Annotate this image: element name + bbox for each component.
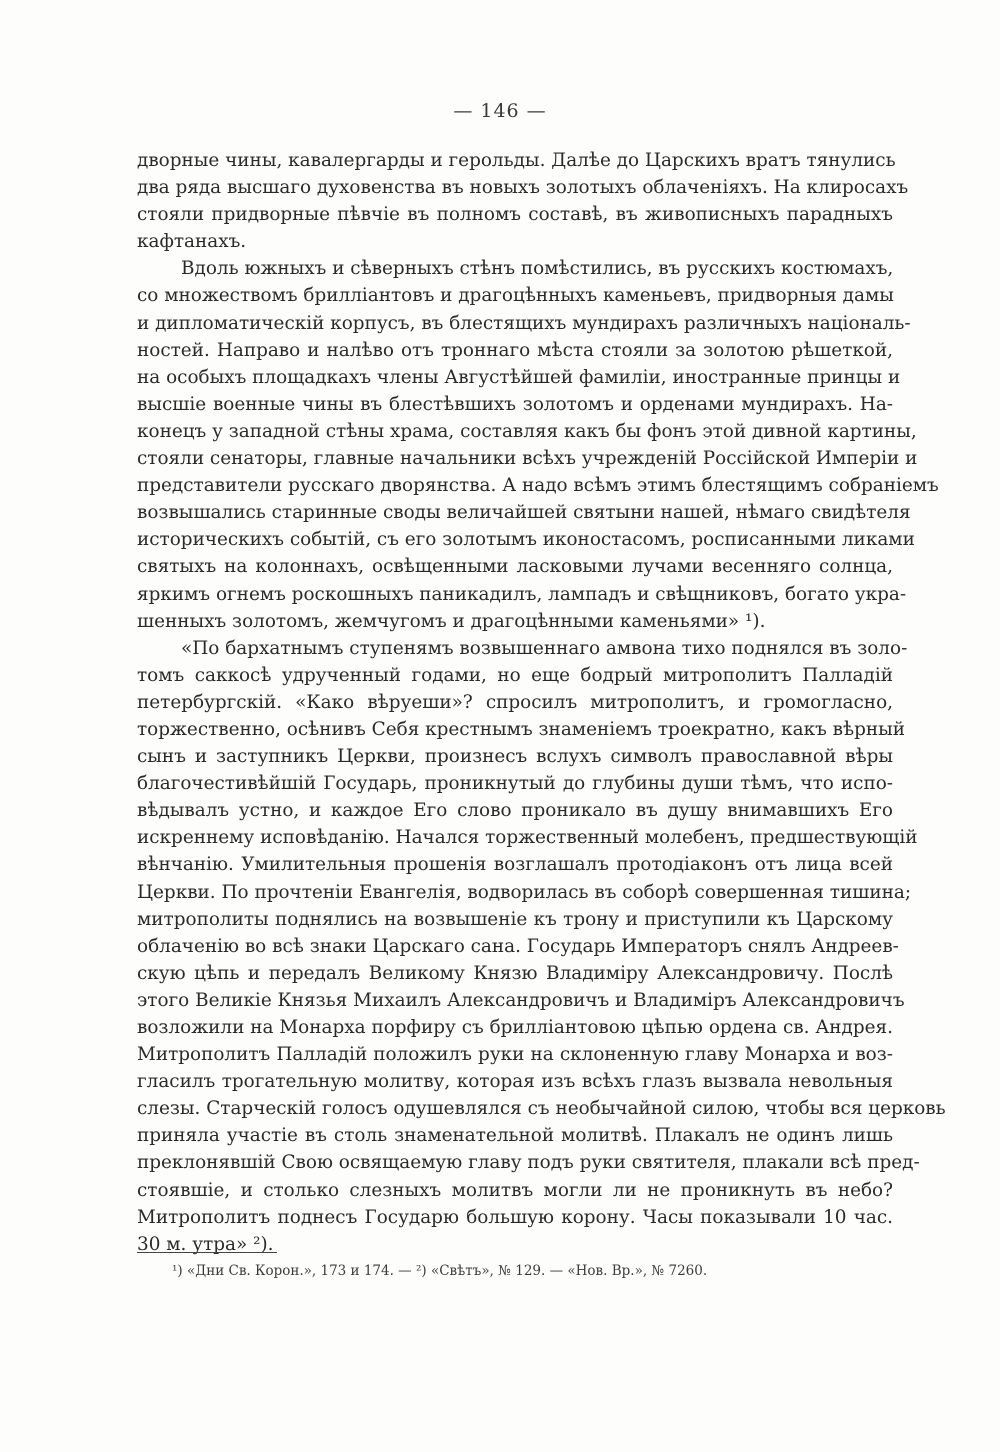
- text-line: стояли сенаторы, главные начальники всѣхъ учрежденій Россійской Имперіи и: [137, 448, 918, 470]
- text-line: митрополиты поднялись на возвышеніе къ трону и приступили къ Царскому: [137, 908, 893, 930]
- text-line: святыхъ на колоннахъ, освѣщенными ласковыми лучами весенняго солнца,: [137, 556, 893, 578]
- text-line: представители русскаго дворянства. А надо всѣмъ этимъ блестящимъ собраніемъ: [137, 475, 939, 497]
- paragraph-start-line: «По бархатнымъ ступенямъ возвышеннаго амвона тихо поднялся въ золо-: [181, 637, 908, 659]
- text-line: кафтанахъ.: [137, 231, 247, 253]
- text-line: стоявшіе, и столько слезныхъ молитвъ могли ли не проникнуть въ небо?: [137, 1179, 893, 1201]
- text-line: и дипломатическій корпусъ, въ блестящихъ мундирахъ различныхъ національ-: [137, 312, 911, 334]
- text-line: облаченію во всѣ знаки Царскаго сана. Государь Императоръ снялъ Андреев-: [137, 935, 899, 957]
- text-line: скую цѣпь и передалъ Великому Князю Владиміру Александровичу. Послѣ: [137, 962, 893, 984]
- text-line: со множествомъ бриллiантовъ и драгоцѣнныхъ каменьевъ, придворныя дамы: [137, 285, 894, 307]
- page-number: — 146 —: [453, 100, 547, 122]
- text-line: конецъ у западной стѣны храма, составляя какъ бы фонъ этой дивной картины,: [137, 420, 917, 442]
- text-line: вѣнчанію. Умилительныя прошенія возглашалъ протодіаконъ отъ лица всей: [137, 854, 893, 876]
- text-line: приняла участіе въ столь знаменательной молитвѣ. Плакалъ не одинъ лишь: [137, 1125, 893, 1147]
- text-line: шенныхъ золотомъ, жемчугомъ и драгоцѣнными каменьями» ¹).: [137, 610, 766, 632]
- text-line: высшіе военные чины въ блестѣвшихъ золотомъ и орденами мундирахъ. На-: [137, 393, 893, 415]
- text-line: сынъ и заступникъ Церкви, произнесъ вслухъ символъ православной вѣры: [137, 746, 893, 768]
- text-line: на особыхъ площадкахъ члены Августѣйшей фамиліи, иностранные принцы и: [137, 366, 901, 388]
- text-line: этого Великіе Князья Михаилъ Александровичъ и Владиміръ Александровичъ: [137, 989, 905, 1011]
- text-line: два ряда высшаго духовенства въ новыхъ золотыхъ облаченіяхъ. На клиросахъ: [137, 177, 909, 199]
- paragraph-start-line: Вдоль южныхъ и сѣверныхъ стѣнъ помѣстились, въ русскихъ костюмахъ,: [181, 258, 894, 280]
- text-line: возложили на Монарха порфиру съ бриллiантовою цѣпью ордена св. Андрея.: [137, 1017, 893, 1038]
- text-line: петербургскій. «Како вѣруеши»? спросилъ митрополитъ, и громогласно,: [137, 691, 893, 713]
- text-line: гласилъ трогательную молитву, которая изъ всѣхъ глазъ вызвала невольныя: [137, 1071, 893, 1093]
- text-line: искреннему исповѣданію. Начался торжественный молебенъ, предшествующій: [137, 827, 918, 849]
- text-line: слезы. Старческій голосъ одушевлялся съ необычайной силою, чтобы вся церковь: [137, 1098, 946, 1120]
- text-line: торжественно, осѣнивъ Себя крестнымъ знаменіемъ троекратно, какъ вѣрный: [137, 718, 906, 740]
- text-line: 30 м. утра» ²).: [137, 1233, 274, 1255]
- text-line: благочестивѣйшій Государь, проникнутый до глубины души тѣмъ, что испо-: [137, 773, 893, 795]
- text-line: яркимъ огнемъ роскошныхъ паникадилъ, лампадъ и свѣщниковъ, богато укра-: [137, 583, 907, 605]
- text-line: историческихъ событій, съ его золотымъ иконостасомъ, росписанными ликами: [137, 529, 915, 551]
- footnote-divider: [137, 1252, 277, 1253]
- text-line: ностей. Направо и налѣво отъ троннаго мѣста стояли за золотою рѣшеткой,: [137, 339, 893, 361]
- text-line: Митрополитъ Палладій положилъ руки на склоненную главу Монарха и воз-: [137, 1044, 893, 1066]
- text-line: томъ саккосѣ удрученный годами, но еще бодрый митрополитъ Палладій: [137, 664, 893, 686]
- text-line: стояли придворные пѣвчіе въ полномъ составѣ, въ живописныхъ парадныхъ: [137, 204, 893, 226]
- text-line: дворные чины, кавалергарды и герольды. Далѣе до Царскихъ вратъ тянулись: [137, 150, 896, 171]
- text-line: возвышались старинные своды величайшей святыни нашей, нѣмаго свидѣтеля: [137, 502, 911, 524]
- text-line: Церкви. По прочтеніи Евангелія, водворилась въ соборѣ совершенная тишина;: [137, 881, 912, 903]
- body-text: [137, 147, 946, 1258]
- footnote: ¹) «Дни Св. Корон.», 173 и 174. — ²) «Свѣтъ», № 129. — «Нов. Вр.», № 7260.: [172, 1263, 708, 1279]
- text-line: вѣдывалъ устно, и каждое Его слово проникало въ душу внимавшихъ Его: [137, 800, 893, 822]
- text-line: преклонявшій Свою освящаемую главу подъ руки святителя, плакали всѣ пред-: [137, 1152, 920, 1174]
- text-line: Митрополитъ поднесъ Государю большую корону. Часы показывали 10 час.: [137, 1206, 893, 1228]
